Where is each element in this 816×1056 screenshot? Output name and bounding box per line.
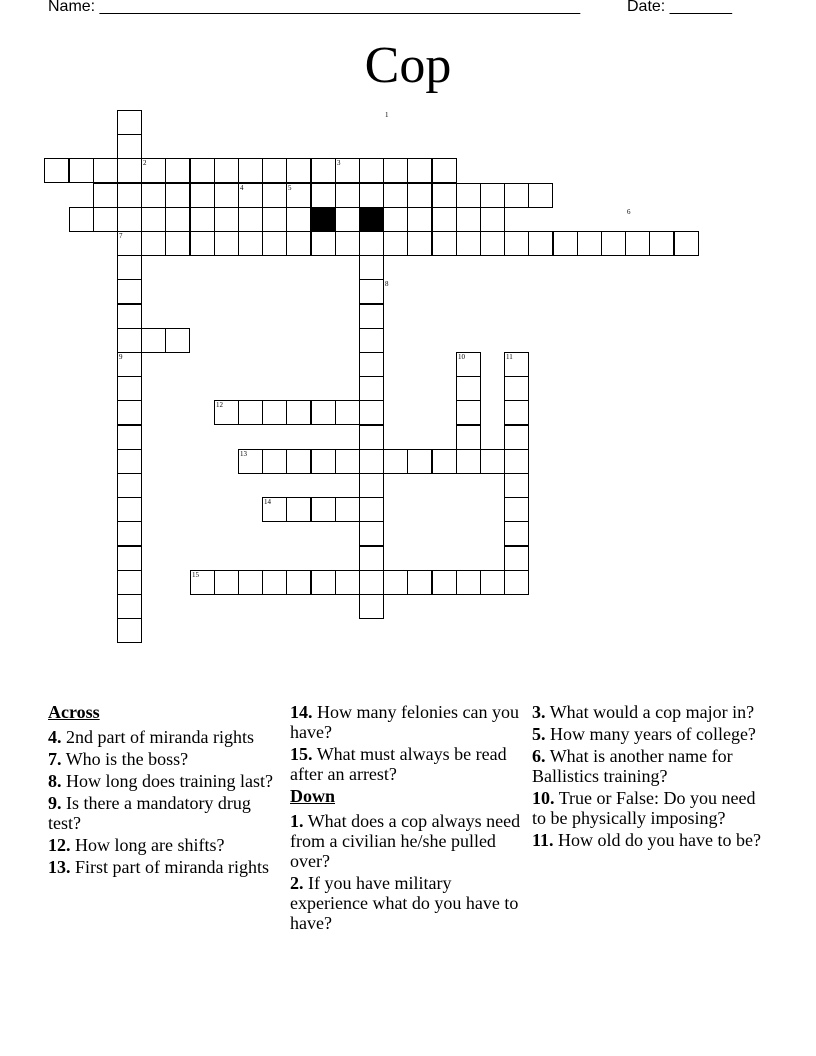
grid-cell[interactable] <box>311 183 336 208</box>
grid-cell[interactable] <box>359 376 384 401</box>
clues-column-1 <box>48 702 284 879</box>
grid-cell[interactable] <box>359 352 384 377</box>
grid-cell[interactable] <box>117 425 142 450</box>
grid-block <box>359 207 384 232</box>
grid-cell[interactable] <box>553 231 578 256</box>
grid-cell[interactable] <box>432 158 457 183</box>
grid-cell[interactable] <box>117 594 142 619</box>
grid-cell[interactable] <box>480 570 505 595</box>
grid-cell[interactable] <box>286 497 311 522</box>
name-field-label: Name: ______________________________________________________ <box>48 0 581 15</box>
grid-cell[interactable] <box>238 570 263 595</box>
grid-cell[interactable] <box>432 231 457 256</box>
grid-cell[interactable] <box>335 570 360 595</box>
grid-cell[interactable] <box>262 231 287 256</box>
grid-cell[interactable] <box>504 376 529 401</box>
clues-column-3 <box>532 702 768 852</box>
grid-cell[interactable] <box>456 570 481 595</box>
grid-cell[interactable] <box>165 158 190 183</box>
grid-cell[interactable] <box>383 183 408 208</box>
clue-down-5: 5. How many years of college? <box>532 724 756 744</box>
grid-cell[interactable] <box>190 207 215 232</box>
grid-cell[interactable] <box>649 231 674 256</box>
grid-cell[interactable] <box>286 158 311 183</box>
clue-number: 10 <box>458 353 465 361</box>
grid-cell[interactable] <box>311 449 336 474</box>
grid-cell[interactable] <box>238 158 263 183</box>
grid-cell[interactable] <box>190 231 215 256</box>
grid-cell[interactable] <box>335 231 360 256</box>
grid-cell[interactable] <box>359 231 384 256</box>
grid-cell[interactable] <box>407 231 432 256</box>
grid-cell[interactable] <box>117 376 142 401</box>
grid-cell[interactable] <box>504 231 529 256</box>
grid-cell[interactable] <box>335 183 360 208</box>
grid-cell[interactable] <box>432 449 457 474</box>
grid-cell[interactable] <box>383 231 408 256</box>
grid-cell[interactable] <box>456 207 481 232</box>
grid-cell[interactable] <box>69 207 94 232</box>
clue-across-14: 14. How many felonies can you have? <box>290 702 519 742</box>
clue-across-15: 15. What must always be read after an arrest? <box>290 744 507 784</box>
clue-down-10: 10. True or False: Do you need to be physically imposing? <box>532 788 756 828</box>
grid-cell[interactable] <box>504 425 529 450</box>
grid-cell[interactable] <box>117 279 142 304</box>
clue-number: 14 <box>264 498 271 506</box>
grid-cell[interactable] <box>165 207 190 232</box>
grid-cell[interactable] <box>359 594 384 619</box>
grid-cell[interactable] <box>407 449 432 474</box>
grid-cell[interactable] <box>480 231 505 256</box>
clue-number: 15 <box>192 571 199 579</box>
grid-cell[interactable] <box>286 449 311 474</box>
grid-cell[interactable] <box>383 449 408 474</box>
clues-column-2 <box>290 702 526 935</box>
clue-number: 13 <box>240 450 247 458</box>
grid-cell[interactable] <box>117 570 142 595</box>
grid-cell[interactable] <box>359 570 384 595</box>
grid-cell[interactable] <box>504 449 529 474</box>
grid-cell[interactable] <box>359 497 384 522</box>
grid-cell[interactable] <box>335 449 360 474</box>
grid-cell[interactable] <box>262 207 287 232</box>
grid-cell[interactable] <box>625 231 650 256</box>
grid-cell[interactable] <box>117 328 142 353</box>
grid-cell[interactable] <box>359 473 384 498</box>
down-heading: Down <box>290 786 336 806</box>
grid-cell[interactable] <box>456 425 481 450</box>
grid-cell[interactable] <box>117 134 142 159</box>
puzzle-title: Cop <box>364 37 452 94</box>
clue-number: 1 <box>385 111 389 119</box>
grid-cell[interactable] <box>117 400 142 425</box>
grid-cell[interactable] <box>93 158 118 183</box>
grid-cell[interactable] <box>383 570 408 595</box>
grid-cell[interactable] <box>480 207 505 232</box>
grid-cell[interactable] <box>117 110 142 135</box>
clue-number: 2 <box>143 159 147 167</box>
grid-cell[interactable] <box>286 570 311 595</box>
clue-across-7: 7. Who is the boss? <box>48 749 189 769</box>
grid-cell[interactable] <box>407 207 432 232</box>
grid-cell[interactable] <box>577 231 602 256</box>
clue-down-2: 2. If you have military experience what do you have to have? <box>290 873 519 933</box>
grid-cell[interactable] <box>335 207 360 232</box>
clue-number: 11 <box>506 353 513 361</box>
clue-down-11: 11. How old do you have to be? <box>532 830 761 850</box>
grid-cell[interactable] <box>456 449 481 474</box>
clue-number: 3 <box>337 159 341 167</box>
grid-cell[interactable] <box>311 497 336 522</box>
grid-cell[interactable] <box>93 207 118 232</box>
grid-block <box>311 207 336 232</box>
clue-number: 7 <box>119 232 123 240</box>
grid-cell[interactable] <box>359 304 384 329</box>
grid-cell[interactable] <box>214 570 239 595</box>
grid-cell[interactable] <box>311 400 336 425</box>
grid-cell[interactable] <box>407 183 432 208</box>
clue-across-13: 13. First part of miranda rights <box>48 857 269 877</box>
clue-number: 4 <box>240 184 244 192</box>
grid-cell[interactable] <box>504 473 529 498</box>
grid-cell[interactable] <box>311 231 336 256</box>
grid-cell[interactable] <box>432 570 457 595</box>
grid-cell[interactable] <box>528 183 553 208</box>
clue-across-8: 8. How long does training last? <box>48 771 273 791</box>
grid-cell[interactable] <box>383 158 408 183</box>
grid-cell[interactable] <box>165 231 190 256</box>
clue-across-4: 4. 2nd part of miranda rights <box>48 727 254 747</box>
clue-number: 9 <box>119 353 123 361</box>
grid-cell[interactable] <box>359 183 384 208</box>
grid-cell[interactable] <box>141 207 166 232</box>
grid-cell[interactable] <box>335 497 360 522</box>
grid-cell[interactable] <box>44 158 69 183</box>
grid-cell[interactable] <box>504 183 529 208</box>
grid-cell[interactable] <box>456 400 481 425</box>
clue-number: 6 <box>627 208 631 216</box>
grid-cell[interactable] <box>117 618 142 643</box>
grid-cell[interactable] <box>262 158 287 183</box>
grid-cell[interactable] <box>359 400 384 425</box>
grid-cell[interactable] <box>117 546 142 571</box>
grid-cell[interactable] <box>456 183 481 208</box>
grid-cell[interactable] <box>432 207 457 232</box>
grid-cell[interactable] <box>117 255 142 280</box>
clue-across-12: 12. How long are shifts? <box>48 835 225 855</box>
grid-cell[interactable] <box>504 570 529 595</box>
grid-cell[interactable] <box>286 400 311 425</box>
grid-cell[interactable] <box>359 279 384 304</box>
grid-cell[interactable] <box>214 183 239 208</box>
grid-cell[interactable] <box>407 158 432 183</box>
grid-cell[interactable] <box>480 449 505 474</box>
grid-cell[interactable] <box>117 207 142 232</box>
grid-cell[interactable] <box>165 328 190 353</box>
grid-cell[interactable] <box>117 304 142 329</box>
grid-cell[interactable] <box>117 183 142 208</box>
grid-cell[interactable] <box>262 449 287 474</box>
grid-cell[interactable] <box>190 183 215 208</box>
grid-cell[interactable] <box>165 183 190 208</box>
across-heading: Across <box>48 702 100 722</box>
grid-cell[interactable] <box>359 521 384 546</box>
grid-cell[interactable] <box>214 231 239 256</box>
clue-down-6: 6. What is another name for Ballistics training? <box>532 746 733 786</box>
clue-down-3: 3. What would a cop major in? <box>532 702 755 722</box>
grid-cell[interactable] <box>238 207 263 232</box>
grid-cell[interactable] <box>311 158 336 183</box>
grid-cell[interactable] <box>480 183 505 208</box>
grid-cell[interactable] <box>504 400 529 425</box>
grid-cell[interactable] <box>262 570 287 595</box>
grid-cell[interactable] <box>141 231 166 256</box>
grid-cell[interactable] <box>359 546 384 571</box>
grid-cell[interactable] <box>286 231 311 256</box>
grid-cell[interactable] <box>69 158 94 183</box>
grid-cell[interactable] <box>262 400 287 425</box>
grid-cell[interactable] <box>190 158 215 183</box>
grid-cell[interactable] <box>528 231 553 256</box>
grid-cell[interactable] <box>238 231 263 256</box>
grid-cell[interactable] <box>359 425 384 450</box>
grid-cell[interactable] <box>117 158 142 183</box>
date-field-label: Date: _______ <box>627 0 732 15</box>
grid-cell[interactable] <box>456 231 481 256</box>
grid-cell[interactable] <box>238 400 263 425</box>
grid-cell[interactable] <box>456 376 481 401</box>
grid-cell[interactable] <box>407 570 432 595</box>
grid-cell[interactable] <box>262 183 287 208</box>
grid-cell[interactable] <box>359 449 384 474</box>
clue-number: 5 <box>288 184 292 192</box>
grid-cell[interactable] <box>504 497 529 522</box>
grid-cell[interactable] <box>504 521 529 546</box>
grid-cell[interactable] <box>359 255 384 280</box>
grid-cell[interactable] <box>141 183 166 208</box>
grid-cell[interactable] <box>311 570 336 595</box>
clue-across-9: 9. Is there a mandatory drug test? <box>48 793 251 833</box>
grid-cell[interactable] <box>504 546 529 571</box>
grid-cell[interactable] <box>432 183 457 208</box>
grid-cell[interactable] <box>214 158 239 183</box>
grid-cell[interactable] <box>335 400 360 425</box>
clue-down-1: 1. What does a cop always need from a civilian he/she pulled over? <box>290 811 521 871</box>
grid-cell[interactable] <box>286 207 311 232</box>
grid-cell[interactable] <box>117 497 142 522</box>
grid-cell[interactable] <box>117 521 142 546</box>
clue-number: 8 <box>385 280 389 288</box>
grid-cell[interactable] <box>117 473 142 498</box>
grid-cell[interactable] <box>93 183 118 208</box>
grid-cell[interactable] <box>601 231 626 256</box>
grid-cell[interactable] <box>359 158 384 183</box>
grid-cell[interactable] <box>359 328 384 353</box>
grid-cell[interactable] <box>141 328 166 353</box>
grid-cell[interactable] <box>214 207 239 232</box>
grid-cell[interactable] <box>674 231 699 256</box>
grid-cell[interactable] <box>383 207 408 232</box>
clue-number: 12 <box>216 401 223 409</box>
grid-cell[interactable] <box>117 449 142 474</box>
